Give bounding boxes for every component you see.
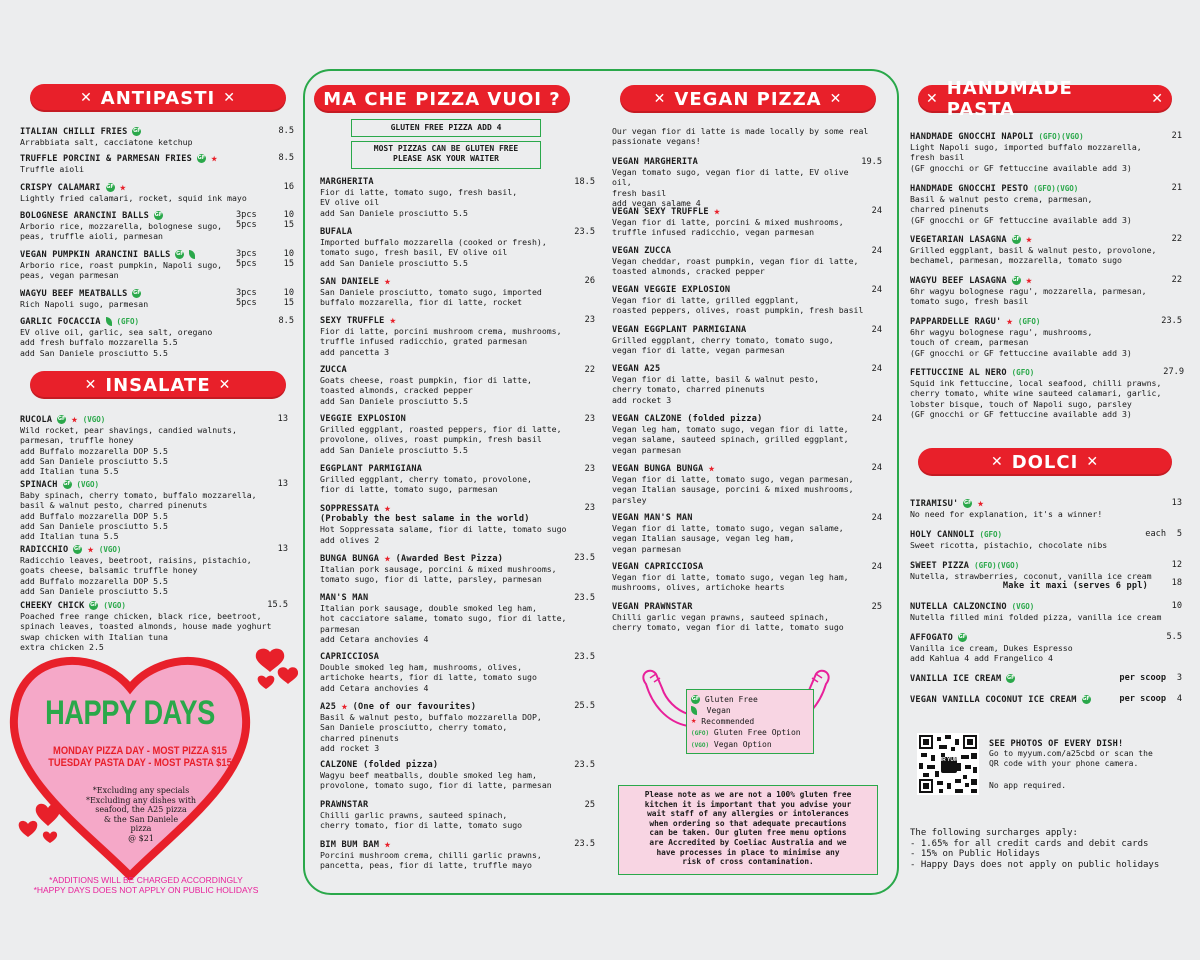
menu-item (20, 249, 250, 281)
item-name: RADICCHIO (20, 545, 69, 555)
item-name: CRISPY CALAMARI (20, 183, 101, 193)
menu-item (612, 364, 872, 405)
menu-item (910, 131, 1160, 173)
gluten-free-icon: GF (1007, 675, 1015, 681)
item-price: 16 (283, 182, 294, 192)
vegan-leaf-icon (691, 706, 697, 715)
item-price: 24 (871, 364, 882, 374)
pasta-banner: ✕ HANDMADE PASTA ✕ (918, 85, 1172, 113)
item-name: SWEET PIZZA (910, 561, 970, 571)
item-price: 13 (277, 414, 288, 424)
menu-item (910, 234, 1172, 266)
menu-item (20, 414, 280, 476)
menu-item (612, 414, 872, 455)
menu-item (320, 365, 575, 406)
item-price: 8.5 (278, 126, 294, 136)
item-price: 25.5 (574, 701, 595, 711)
recommended-star-icon: ★ (977, 496, 984, 510)
dolci-banner: ✕ DOLCI ✕ (918, 448, 1172, 476)
item-tag: (VGO) (103, 601, 126, 610)
menu-item (20, 182, 270, 203)
menu-item (910, 560, 1160, 592)
item-tag: (GFO) (979, 530, 1003, 539)
item-price: 24 (871, 463, 882, 473)
item-price: 23.5 (574, 593, 595, 603)
gluten-free-icon: GF (63, 481, 71, 487)
item-price: 5 (1176, 529, 1182, 539)
item-name: CAPRICCIOSA (320, 652, 380, 662)
item-name: GARLIC FOCACCIA (20, 317, 101, 327)
recommended-star-icon: ★ (389, 313, 397, 327)
recommended-star-icon: ★ (713, 204, 721, 218)
public-holiday-note: *HAPPY DAYS DOES NOT APPLY ON PUBLIC HOLIDAYS (33, 884, 259, 895)
menu-item (20, 126, 270, 147)
recommended-star-icon: ★ (210, 151, 218, 165)
item-name: BOLOGNESE ARANCINI BALLS (20, 211, 149, 221)
menu-item (910, 316, 1160, 358)
recommended-star-icon: ★ (71, 412, 78, 426)
legend-box (686, 689, 814, 754)
item-name: NUTELLA CALZONCINO (910, 602, 1007, 612)
recommended-star-icon: ★ (384, 274, 391, 288)
item-name: VEGAN CAPRICCIOSA (612, 562, 704, 572)
item-desc: No need for explanation, it's a winner! (910, 509, 1103, 520)
item-name: HANDMADE GNOCCHI PESTO (910, 184, 1029, 194)
menu-item (910, 694, 1120, 705)
item-name: SOPPRESSATA (320, 504, 380, 514)
item-price: 3 (1176, 673, 1182, 683)
menu-item (612, 246, 872, 277)
item-price: 24 (871, 562, 882, 572)
menu-item (612, 562, 872, 593)
item-name: FETTUCCINE AL NERO (910, 368, 1007, 378)
item-tag: (VGO) (82, 415, 106, 424)
item-name: WAGYU BEEF MEATBALLS (20, 289, 128, 299)
item-name: VEGAN VANILLA COCONUT ICE CREAM (910, 695, 1077, 705)
menu-item (320, 227, 575, 268)
menu-item (320, 315, 575, 357)
item-name: BUFALA (320, 227, 353, 237)
item-desc: Wild rocket, pear shavings, candied walnuts, parmesan, truffle honey add Buffalo mozzarella DOP 5.5 add San Daniele prosciutto 5.5 add Italian tuna 5.5 (20, 425, 237, 477)
menu-item (320, 593, 575, 644)
legend-vgo: (VGO) Vegan Option (691, 740, 772, 749)
happy-days-title: HAPPY DAYS (45, 694, 215, 732)
item-desc: Vegan tomato sugo, vegan fior di latte, EV olive oil, fresh basil add vegan salame 4 (612, 167, 849, 208)
item-desc: Wagyu beef meatballs, double smoked leg ham, provolone, tomato sugo, fior di latte, parmesan (320, 770, 552, 791)
item-name: VEGGIE EXPLOSION (320, 414, 406, 424)
menu-item (612, 325, 872, 356)
item-name: VEGAN BUNGA BUNGA (612, 464, 704, 474)
item-desc: Nutella filled mini folded pizza, vanilla ice cream (910, 612, 1162, 623)
item-price: 12 18 (1171, 560, 1182, 588)
recommended-star-icon: ★ (341, 699, 348, 713)
item-desc: Vegan leg ham, tomato sugo, vegan fior di latte, vegan salame, sauteed spinach, grilled eggplant, vegan parmesan (612, 424, 849, 455)
menu-item (320, 839, 575, 871)
item-name: VEGAN VEGGIE EXPLOSION (612, 285, 731, 295)
recommended-star-icon: ★ (1025, 273, 1033, 287)
gluten-free-info-box: MOST PIZZAS CAN BE GLUTEN FREE PLEASE ASK YOUR WAITER (351, 141, 541, 169)
item-price: 23.5 (574, 553, 595, 563)
item-name: CHEEKY CHICK (20, 601, 85, 611)
item-desc: Grilled eggplant, roasted peppers, fior di latte, provolone, olives, roast pumpkin, fresh basil add San Daniele prosciutto 5.5 (320, 424, 562, 455)
item-price: 5.5 (1166, 632, 1182, 642)
gluten-free-pizza-box: GLUTEN FREE PIZZA ADD 4 (351, 119, 541, 137)
legend-gluten-free: GF Gluten Free (691, 695, 758, 704)
menu-item (20, 316, 270, 358)
item-desc: Radicchio leaves, beetroot, raisins, pistachio, goats cheese, balsamic truffle honey add Buffalo mozzarella DOP 5.5 add San Daniele prosciutto 5.5 (20, 555, 252, 596)
item-desc: 6hr wagyu bolognese ragu', mozzarella, parmesan, tomato sugo, fresh basil (910, 286, 1147, 307)
item-name: VEGAN ZUCCA (612, 246, 672, 256)
gluten-free-notice: Please note as we are not a 100% gluten free kitchen it is important that you advise your wait staff of any allergies or intolerances when ordering so that adequate precautions can be taken. Our gluten free menu options are Accredited by Coeliac Australia and we have processes in place to minimise any risk of cross contamination. (618, 785, 878, 875)
gluten-free-icon: GF (958, 634, 967, 640)
menu-item (20, 479, 280, 541)
menu-item (910, 367, 1180, 419)
recommended-star-icon: ★ (708, 461, 715, 475)
additions-note: *ADDITIONS WILL BE CHARGED ACCORDINGLY (49, 875, 243, 885)
item-price: 13 (277, 479, 288, 489)
item-name: SPINACH (20, 480, 58, 490)
surcharge-notice: The following surcharges apply: - 1.65% for all credit cards and debit cards - 15% on Public Holidays - Happy Days does not apply on public holidays (910, 828, 1160, 870)
gluten-free-icon: GF (90, 602, 98, 608)
item-desc: Porcini mushroom crema, chilli garlic prawns, pancetta, peas, fior di latte, truffle mayo (320, 850, 542, 871)
recommended-star-icon: ★ (1025, 232, 1033, 246)
item-unit: per scoop (1119, 673, 1166, 683)
item-subtitle: (One of our favourites) (352, 702, 477, 712)
item-price: 21 (1171, 131, 1182, 141)
menu-item (612, 285, 872, 316)
item-name: CALZONE (folded pizza) (320, 760, 439, 770)
item-tag: (GFO)(VGO) (1038, 132, 1084, 141)
item-price: 23.5 (574, 760, 595, 770)
item-extra: Make it maxi (serves 6 ppl) (1002, 581, 1148, 592)
recommended-star-icon: ★ (384, 837, 391, 851)
gluten-free-icon: GF (133, 290, 141, 296)
menu-item (320, 553, 575, 585)
item-name: VANILLA ICE CREAM (910, 674, 1002, 684)
recommended-star-icon: ★ (87, 542, 94, 556)
menu-item (910, 601, 1172, 622)
item-price: 24 (871, 414, 882, 424)
recommended-star-icon: ★ (384, 551, 391, 565)
item-price: 25 (871, 602, 882, 612)
recommended-star-icon: ★ (691, 716, 697, 726)
item-price: 15.5 (267, 600, 288, 610)
gluten-free-icon: GF (106, 184, 114, 190)
menu-item (910, 183, 1160, 225)
menu-item (612, 206, 872, 238)
item-price: 23 (584, 414, 595, 424)
item-price: 24 (871, 513, 882, 523)
item-desc: Chilli garlic vegan prawns, sauteed spinach, cherry tomato, vegan fior di latte, tomato sugo (612, 612, 844, 633)
item-qty: 3pcs 5pcs (236, 210, 257, 230)
menu-item (320, 701, 575, 753)
item-desc: Grilled eggplant, cherry tomato, provolone, fior di latte, tomato sugo, parmesan (320, 474, 532, 495)
item-desc: Vegan cheddar, roast pumpkin, vegan fior di latte, toasted almonds, cracked pepper (612, 256, 859, 277)
item-tag: (GFO) (1017, 317, 1041, 326)
item-desc: Basil & walnut pesto crema, parmesan, charred pinenuts (GF gnocchi or GF fettuccine available add 3) (910, 194, 1132, 225)
item-name: TIRAMISU' (910, 499, 959, 509)
item-desc: Vegan fior di latte, tomato sugo, vegan parmesan, vegan Italian sausage, porcini & mixed mushrooms, parsley (612, 474, 854, 505)
gluten-free-icon: GF (176, 251, 184, 257)
item-tag: (GFO) (1011, 368, 1035, 377)
item-desc: Sweet ricotta, pistachio, chocolate nibs (910, 540, 1108, 551)
item-desc: Lightly fried calamari, rocket, squid ink mayo (20, 193, 247, 204)
gluten-free-icon: GF (74, 546, 82, 552)
item-price: 24 (871, 285, 882, 295)
item-qty: 3pcs 5pcs (236, 288, 257, 308)
item-desc: San Daniele prosciutto, tomato sugo, imported buffalo mozzarella, fior di latte, rocket (320, 287, 542, 308)
menu-item (320, 760, 575, 791)
item-unit: per scoop (1119, 694, 1166, 704)
item-desc: Arrabbiata salt, cacciatone ketchup (20, 137, 193, 148)
item-desc: Imported buffalo mozzarella (cooked or fresh), tomato sugo, fresh basil, EV olive oil add San Daniele prosciutto 5.5 (320, 237, 547, 268)
qr-info (989, 739, 1179, 791)
vegan-leaf-icon (189, 250, 195, 259)
qr-note: No app required. (989, 781, 1067, 790)
item-name: VEGAN EGGPLANT PARMIGIANA (612, 325, 747, 335)
item-name: RUCOLA (20, 415, 53, 425)
item-desc: Grilled eggplant, cherry tomato, tomato sugo, vegan fior di latte, vegan parmesan (612, 335, 834, 356)
item-desc: Italian pork sausage, double smoked leg ham, hot cacciatore salame, tomato sugo, fior di latte, parmesan add Cetara anchovies 4 (320, 603, 567, 644)
gluten-free-icon: GF (1012, 236, 1020, 242)
item-desc: Vegan fior di latte, tomato sugo, vegan leg ham, mushrooms, olives, artichoke hearts (612, 572, 849, 593)
item-name: A25 (320, 702, 337, 712)
item-desc: Vegan fior di latte, porcini & mixed mushrooms, truffle infused radicchio, vegan parmesan (612, 217, 844, 238)
item-price: 8.5 (278, 316, 294, 326)
item-name: VEGAN MARGHERITA (612, 157, 698, 167)
gluten-free-icon: GF (57, 416, 66, 422)
item-name: MAN'S MAN (320, 593, 369, 603)
item-name: BUNGA BUNGA (320, 554, 380, 564)
gluten-free-icon: GF (1012, 277, 1020, 283)
item-desc: Poached free range chicken, black rice, beetroot, spinach leaves, toasted almonds, house made yoghurt swap chicken with Italian tuna extra chicken 2.5 (20, 611, 272, 652)
gluten-free-icon: GF (154, 212, 163, 218)
item-desc: Arborio rice, mozzarella, bolognese sugo, peas, truffle aioli, parmesan (20, 221, 223, 242)
item-price: 23.5 (574, 652, 595, 662)
menu-item (612, 602, 872, 633)
item-price: 10 15 (283, 288, 294, 308)
menu-item (910, 275, 1172, 307)
menu-item (20, 210, 250, 242)
item-desc: Vegan fior di latte, basil & walnut pesto, cherry tomato, charred pinenuts add rocket 3 (612, 374, 820, 405)
happy-days-note: *Excluding any specials *Excluding any dishes with seafood, the A25 pizza & the San Daniele pizza @ $21 (85, 786, 197, 843)
item-desc: Baby spinach, cherry tomato, buffalo mozzarella, basil & walnut pesto, charred pinenuts add Buffalo mozzarella DOP 5.5 add San Daniele prosciutto 5.5 add Italian tuna 5.5 (20, 490, 257, 542)
insalate-banner: ✕ INSALATE ✕ (30, 371, 286, 399)
item-name: VEGAN MAN'S MAN (612, 513, 693, 523)
item-name: SEXY TRUFFLE (320, 316, 385, 326)
item-desc: Chilli garlic prawns, sauteed spinach, cherry tomato, fior di latte, tomato sugo (320, 810, 523, 831)
item-desc: Fior di latte, porcini mushroom crema, mushrooms, truffle infused radicchio, grated parmesan add pancetta 3 (320, 326, 562, 357)
item-tag: (GFO)(VGO) (1033, 184, 1079, 193)
item-name: PRAWNSTAR (320, 800, 369, 810)
legend-gfo: (GFO) Gluten Free Option (691, 728, 801, 737)
menu-item (20, 288, 250, 309)
item-unit: each (1145, 529, 1166, 539)
item-name: VEGAN A25 (612, 364, 661, 374)
item-tag: (GFO)(VGO) (974, 561, 1020, 570)
vegan-pizza-banner: ✕ VEGAN PIZZA ✕ (620, 85, 876, 113)
menu-item (910, 632, 1160, 664)
item-price: 10 15 (283, 210, 294, 230)
item-price: 22 (1171, 234, 1182, 244)
item-price: 8.5 (278, 153, 294, 163)
recommended-star-icon: ★ (1006, 314, 1013, 328)
happy-days-footnotes (26, 876, 266, 895)
item-price: 18.5 (574, 177, 595, 187)
item-name: HANDMADE GNOCCHI NAPOLI (910, 132, 1034, 142)
item-price: 4 (1176, 694, 1182, 704)
item-name: PAPPARDELLE RAGU' (910, 317, 1002, 327)
item-tag: (VGO) (98, 545, 122, 554)
item-price: 22 (1171, 275, 1182, 285)
menu-item (320, 177, 575, 218)
item-desc: Vanilla ice cream, Dukes Espresso add Kahlua 4 add Frangelico 4 (910, 643, 1073, 664)
item-price: 13 (1171, 498, 1182, 508)
item-name: VEGAN SEXY TRUFFLE (612, 207, 709, 217)
item-price: 26 (584, 276, 595, 286)
menu-item (910, 673, 1110, 684)
item-price: 23 (584, 464, 595, 474)
item-desc: Light Napoli sugo, imported buffalo mozzarella, fresh basil (GF gnocchi or GF fettuccine available add 3) (910, 142, 1142, 173)
antipasti-banner: ✕ ANTIPASTI ✕ (30, 84, 286, 112)
vegan-leaf-icon (106, 317, 112, 326)
menu-item (20, 153, 270, 174)
menu-item (910, 498, 1160, 519)
item-desc: EV olive oil, garlic, sea salt, oregano add fresh buffalo mozzarella 5.5 add San Daniele prosciutto 5.5 (20, 327, 213, 358)
recommended-star-icon: ★ (119, 180, 127, 194)
happy-days-offers (30, 745, 250, 769)
item-price: 13 (277, 544, 288, 554)
gluten-free-icon: GF (133, 128, 141, 134)
item-name: AFFOGATO (910, 633, 953, 643)
item-name: HOLY CANNOLI (910, 530, 975, 540)
item-desc: Truffle aioli (20, 164, 85, 175)
item-name: ITALIAN CHILLI FRIES (20, 127, 128, 137)
item-name: VEGAN CALZONE (folded pizza) (612, 414, 763, 424)
item-price: 10 15 (283, 249, 294, 269)
item-price: 27.9 (1163, 367, 1184, 377)
menu-item (320, 800, 575, 831)
legend-vegan: Vegan (691, 705, 801, 716)
menu-item (20, 544, 280, 596)
qr-title: SEE PHOTOS OF EVERY DISH! (989, 739, 1124, 749)
item-price: 23 (584, 503, 595, 513)
item-subtitle: (Awarded Best Pizza) (395, 554, 504, 564)
gluten-free-icon: GF (197, 155, 206, 161)
menu-item (320, 276, 575, 308)
item-subtitle: (Probably the best salame in the world) (320, 514, 530, 525)
item-desc: Double smoked leg ham, mushrooms, olives, artichoke hearts, fior di latte, tomato sugo add Cetara anchovies 4 (320, 662, 537, 693)
pizza-banner: MA CHE PIZZA VUOI ? (314, 85, 570, 113)
item-desc: Rich Napoli sugo, parmesan (20, 299, 149, 310)
item-price: 10 (1171, 601, 1182, 611)
item-desc: Grilled eggplant, basil & walnut pesto, provolone, bechamel, parmesan, mozzarella, tomato sugo (910, 245, 1157, 266)
item-desc: Hot Soppressata salame, fior di latte, tomato sugo add olives 2 (320, 524, 567, 545)
item-name: WAGYU BEEF LASAGNA (910, 276, 1007, 286)
item-name: BIM BUM BAM (320, 840, 380, 850)
gluten-free-icon: GF (964, 500, 972, 506)
menu-item (612, 463, 872, 505)
item-price: 19.5 (861, 157, 882, 167)
legend-recommended: ★ Recommended (691, 716, 755, 726)
item-name: VEGAN PUMPKIN ARANCINI BALLS (20, 250, 171, 260)
item-desc: Nutella, strawberries, coconut, vanilla ice cream (910, 571, 1152, 582)
item-qty: 3pcs 5pcs (236, 249, 257, 269)
legend-list (691, 694, 801, 751)
item-price: 23 (584, 315, 595, 325)
item-name: SAN DANIELE (320, 277, 380, 287)
item-desc: Squid ink fettuccine, local seafood, chilli prawns, cherry tomato, white wine sauteed calamari, garlic, lobster bisque, touch of Napoli sugo, parsley (GF gnocchi or GF fettuccine available add 3) (910, 378, 1162, 419)
monday-offer: MONDAY PIZZA DAY - MOST PIZZA $15 (53, 745, 227, 757)
gluten-free-icon: GF (691, 696, 700, 702)
tuesday-offer: TUESDAY PASTA DAY - MOST PASTA $15 (48, 757, 232, 769)
item-tag: (VGO) (1011, 602, 1035, 611)
recommended-star-icon: ★ (384, 501, 391, 515)
item-name: ZUCCA (320, 365, 347, 375)
menu-item (320, 652, 575, 693)
item-desc: Italian pork sausage, porcini & mixed mushrooms, tomato sugo, fior di latte, parsley, parmesan (320, 564, 557, 585)
item-name: TRUFFLE PORCINI & PARMESAN FRIES (20, 154, 192, 164)
item-name: VEGETARIAN LASAGNA (910, 235, 1007, 245)
item-name: MARGHERITA (320, 177, 374, 187)
item-tag: (VGO) (76, 480, 100, 489)
menu-item (320, 464, 575, 495)
item-name: EGGPLANT PARMIGIANA (320, 464, 423, 474)
item-price: 22 (584, 365, 595, 375)
qr-text: Go to myyum.com/a25cbd or scan the QR code with your phone camera. (989, 749, 1153, 768)
menu-item (612, 513, 872, 554)
gluten-free-icon: GF (1082, 696, 1090, 702)
item-desc: Vegan fior di latte, grilled eggplant, roasted peppers, olives, roast pumpkin, fresh basil (612, 295, 864, 316)
item-desc: Basil & walnut pesto, buffalo mozzarella DOP, San Daniele prosciutto, cherry tomato, charred pinenuts add rocket 3 (320, 712, 542, 753)
item-tag: (GFO) (116, 317, 140, 326)
item-name: VEGAN PRAWNSTAR (612, 602, 693, 612)
item-price: 23.5 (1161, 316, 1182, 326)
item-desc: Vegan fior di latte, tomato sugo, vegan salame, vegan Italian sausage, vegan leg ham, vegan parmesan (612, 523, 844, 554)
item-desc: Goats cheese, roast pumpkin, fior di latte, toasted almonds, cracked pepper add San Daniele prosciutto 5.5 (320, 375, 532, 406)
item-desc: Fior di latte, tomato sugo, fresh basil, EV olive oil add San Daniele prosciutto 5.5 (320, 187, 518, 218)
qr-code-icon (917, 733, 979, 795)
item-price: 25 (584, 800, 595, 810)
item-price: 24 (871, 246, 882, 256)
item-desc: Arborio rice, roast pumpkin, Napoli sugo, peas, vegan parmesan (20, 260, 223, 281)
menu-item (320, 503, 575, 545)
item-price: 24 (871, 206, 882, 216)
mr-yum-logo: MR YUM (937, 757, 959, 763)
item-price: 23.5 (574, 227, 595, 237)
item-price: 21 (1171, 183, 1182, 193)
vegan-intro: Our vegan fior di latte is made locally by some real passionate vegans! (612, 126, 869, 147)
menu-item (320, 414, 575, 455)
item-price: 24 (871, 325, 882, 335)
menu-item (612, 157, 872, 208)
item-price: 23.5 (574, 839, 595, 849)
item-desc: 6hr wagyu bolognese ragu', mushrooms, touch of cream, parmesan (GF gnocchi or GF fettuccine available add 3) (910, 327, 1132, 358)
